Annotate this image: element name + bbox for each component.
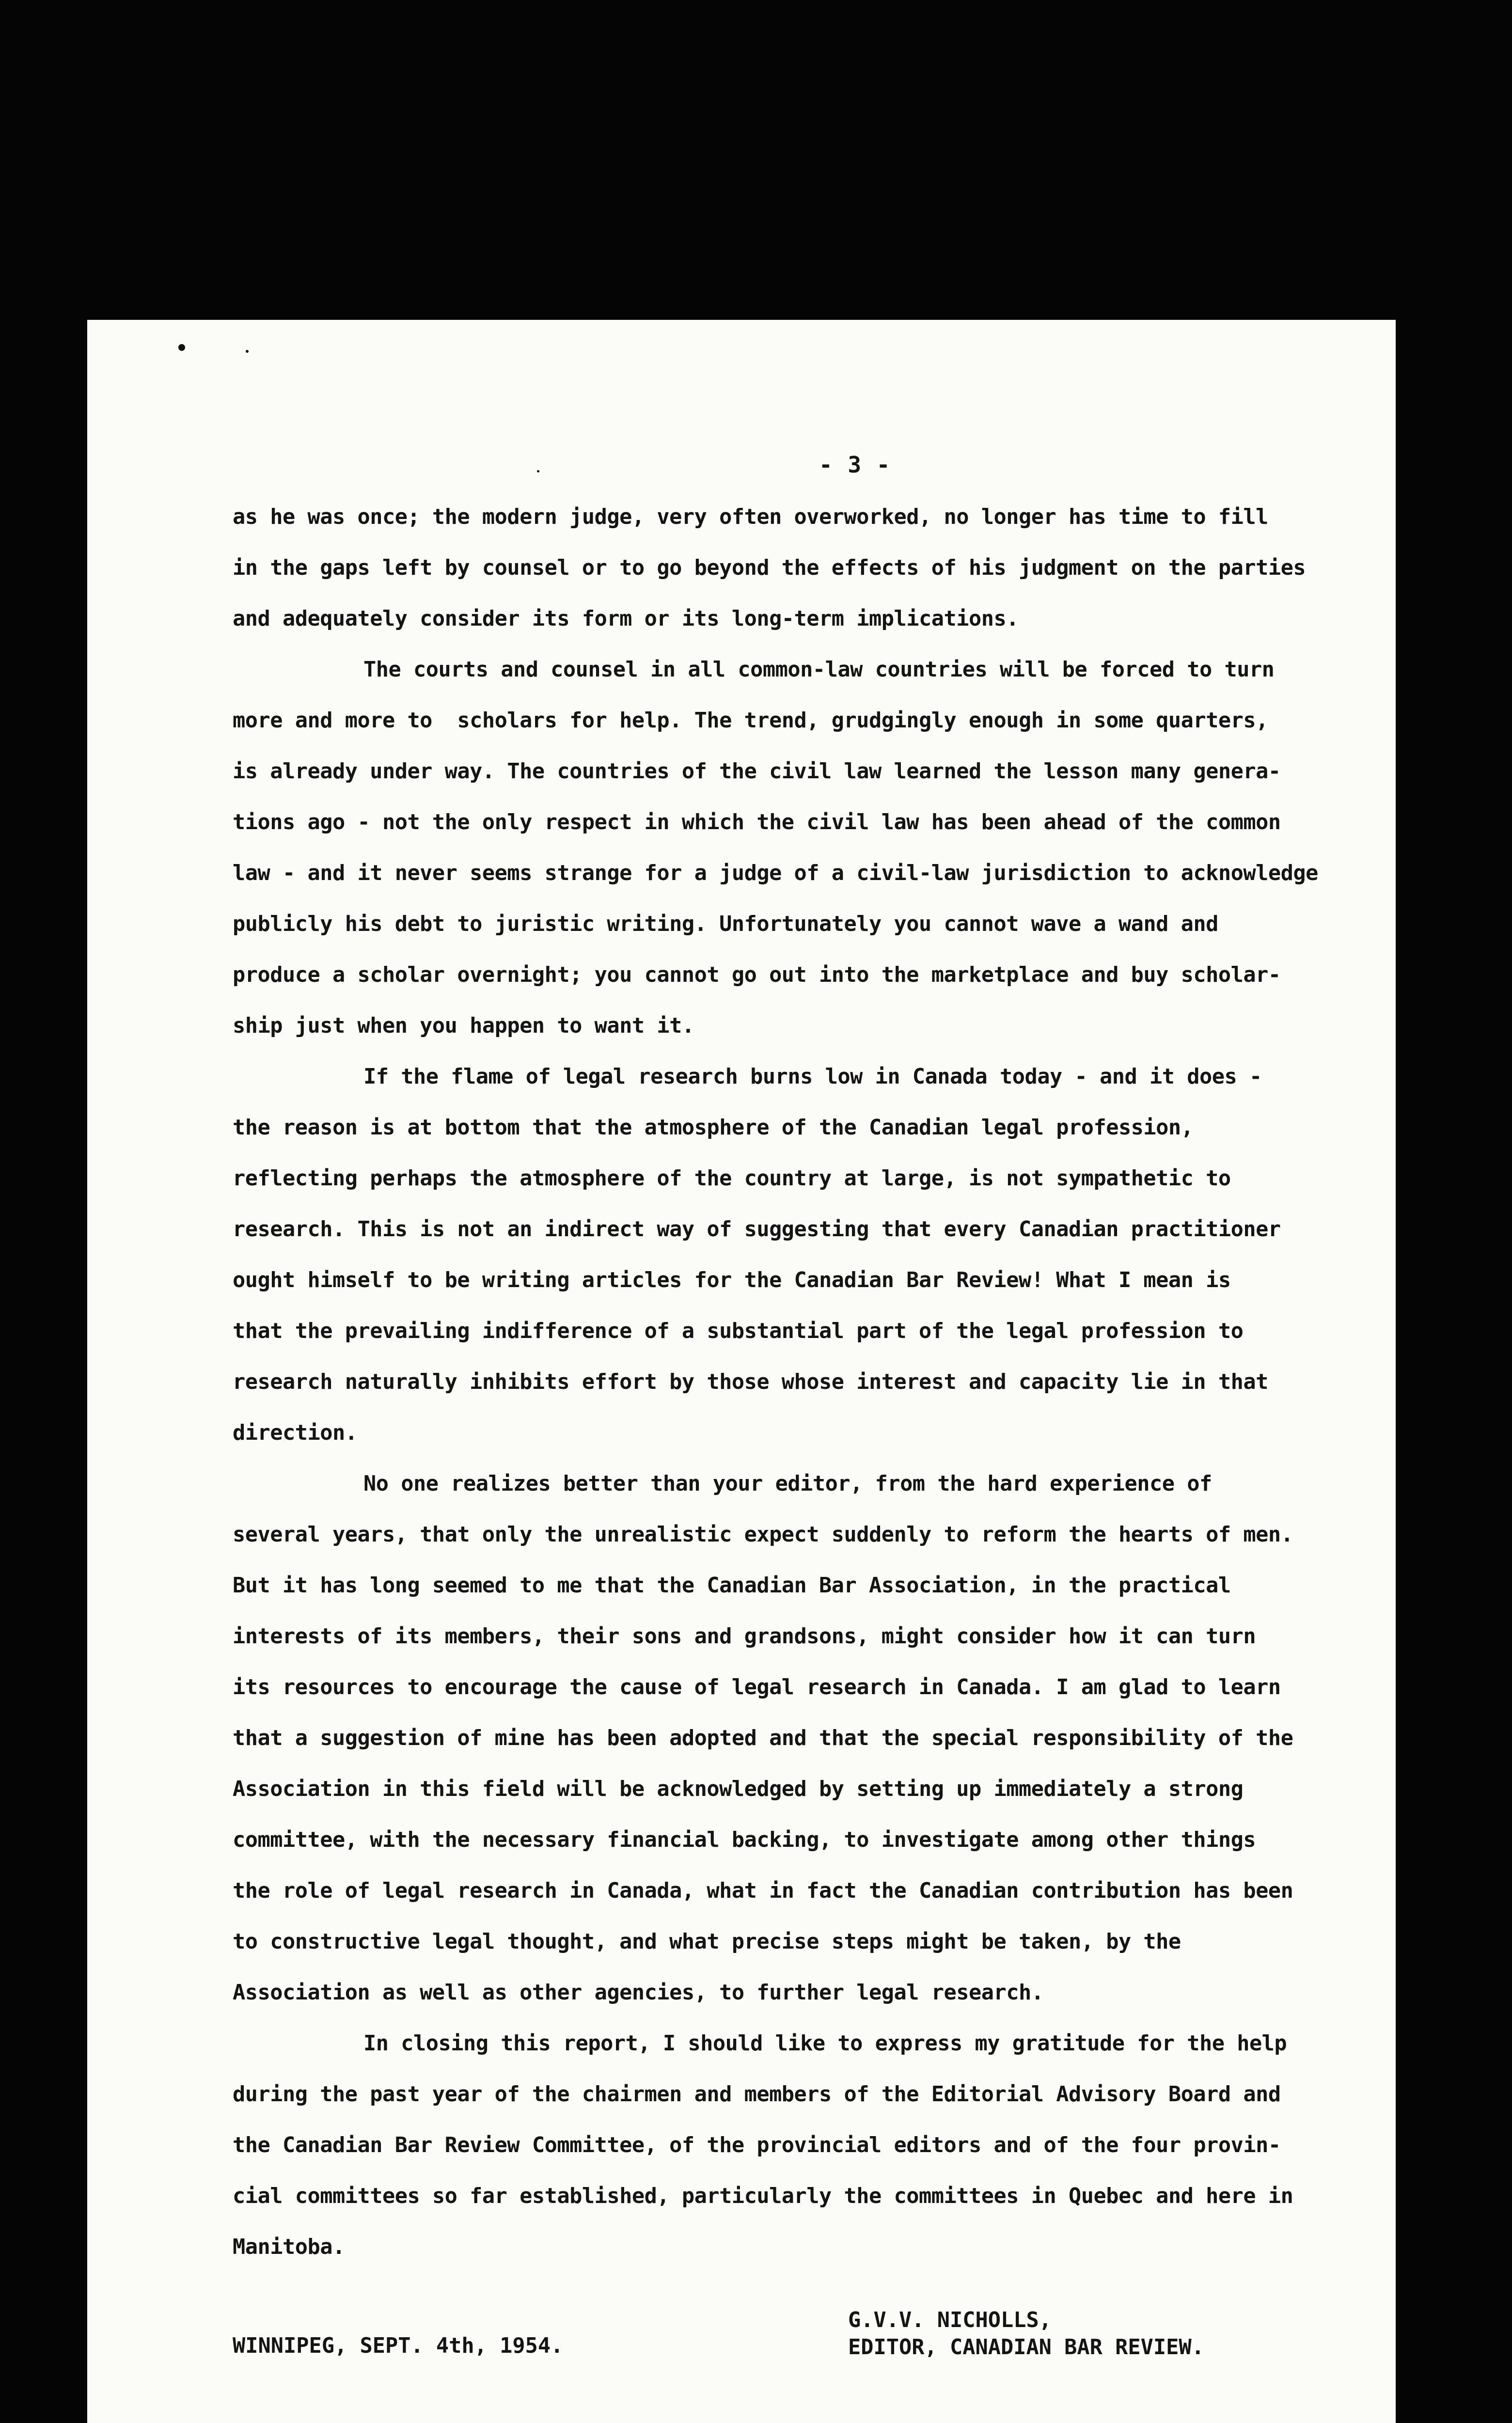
text-line: to constructive legal thought, and what precise steps might be taken, by the (233, 1930, 1181, 1954)
text-line: its resources to encourage the cause of legal research in Canada. I am glad to learn (233, 1675, 1281, 1699)
text-line: No one realizes better than your editor, from the hard experience of (363, 1472, 1212, 1496)
text-line: research naturally inhibits effort by those whose interest and capacity lie in that (233, 1370, 1268, 1394)
page-number: - 3 - (819, 452, 891, 478)
signature-title: EDITOR, CANADIAN BAR REVIEW. (848, 2335, 1204, 2360)
paper-speck (178, 344, 185, 351)
closing-block (233, 2307, 1362, 2370)
text-line: the reason is at bottom that the atmosphere of the Canadian legal profession, (233, 1116, 1194, 1140)
paragraph (233, 492, 1362, 645)
dateline: WINNIPEG, SEPT. 4th, 1954. (233, 2334, 564, 2358)
text-line: Association in this field will be acknowledged by setting up immediately a strong (233, 1777, 1244, 1801)
text-line: in the gaps left by counsel or to go beyond the effects of his judgment on the parties (233, 556, 1306, 580)
paragraph (233, 645, 1362, 1052)
paragraph (233, 2018, 1362, 2273)
text-line: the role of legal research in Canada, what in fact the Canadian contribution has been (233, 1879, 1293, 1903)
signature-block (848, 2307, 1204, 2361)
text-line: research. This is not an indirect way of suggesting that every Canadian practitioner (233, 1217, 1281, 1242)
signature-name: G.V.V. NICHOLLS, (848, 2308, 1052, 2332)
text-line: publicly his debt to juristic writing. Unfortunately you cannot wave a wand and (233, 912, 1218, 936)
paragraph (233, 1459, 1362, 2018)
text-line: several years, that only the unrealistic expect suddenly to reform the hearts of men. (233, 1523, 1293, 1547)
text-line: the Canadian Bar Review Committee, of the provincial editors and of the four provin- (233, 2133, 1281, 2157)
text-line: and adequately consider its form or its long-term implications. (233, 607, 1019, 631)
text-line: Manitoba. (233, 2235, 345, 2259)
text-line: cial committees so far established, particularly the committees in Quebec and here in (233, 2184, 1293, 2208)
body-text (233, 492, 1362, 2273)
text-line: is already under way. The countries of the civil law learned the lesson many genera- (233, 759, 1281, 784)
text-line: If the flame of legal research burns low in Canada today - and it does - (363, 1065, 1262, 1089)
paper-speck (537, 470, 539, 472)
text-line: direction. (233, 1421, 358, 1445)
text-line: In closing this report, I should like to express my gratitude for the help (363, 2031, 1287, 2056)
document-page (87, 320, 1396, 2423)
text-line: The courts and counsel in all common-law countries will be forced to turn (363, 658, 1275, 682)
paper-speck (246, 350, 249, 353)
text-line: more and more to scholars for help. The trend, grudgingly enough in some quarters, (233, 708, 1268, 733)
text-line: interests of its members, their sons and grandsons, might consider how it can turn (233, 1624, 1256, 1649)
text-line: during the past year of the chairmen and members of the Editorial Advisory Board and (233, 2082, 1281, 2107)
text-line: But it has long seemed to me that the Canadian Bar Association, in the practical (233, 1573, 1231, 1598)
paragraph (233, 1052, 1362, 1459)
text-line: law - and it never seems strange for a judge of a civil-law jurisdiction to acknowledge (233, 861, 1318, 885)
text-line: Association as well as other agencies, to further legal research. (233, 1981, 1044, 2005)
text-line: ship just when you happen to want it. (233, 1014, 694, 1038)
text-line: ought himself to be writing articles for the Canadian Bar Review! What I mean is (233, 1268, 1231, 1292)
text-line: produce a scholar overnight; you cannot go out into the marketplace and buy scholar- (233, 963, 1281, 987)
text-line: committee, with the necessary financial backing, to investigate among other things (233, 1828, 1256, 1852)
text-line: as he was once; the modern judge, very often overworked, no longer has time to fill (233, 505, 1268, 529)
text-line: tions ago - not the only respect in which the civil law has been ahead of the common (233, 810, 1281, 834)
text-line: that the prevailing indifference of a substantial part of the legal profession to (233, 1319, 1244, 1343)
text-line: reflecting perhaps the atmosphere of the country at large, is not sympathetic to (233, 1166, 1231, 1191)
text-line: that a suggestion of mine has been adopted and that the special responsibility of the (233, 1726, 1293, 1750)
